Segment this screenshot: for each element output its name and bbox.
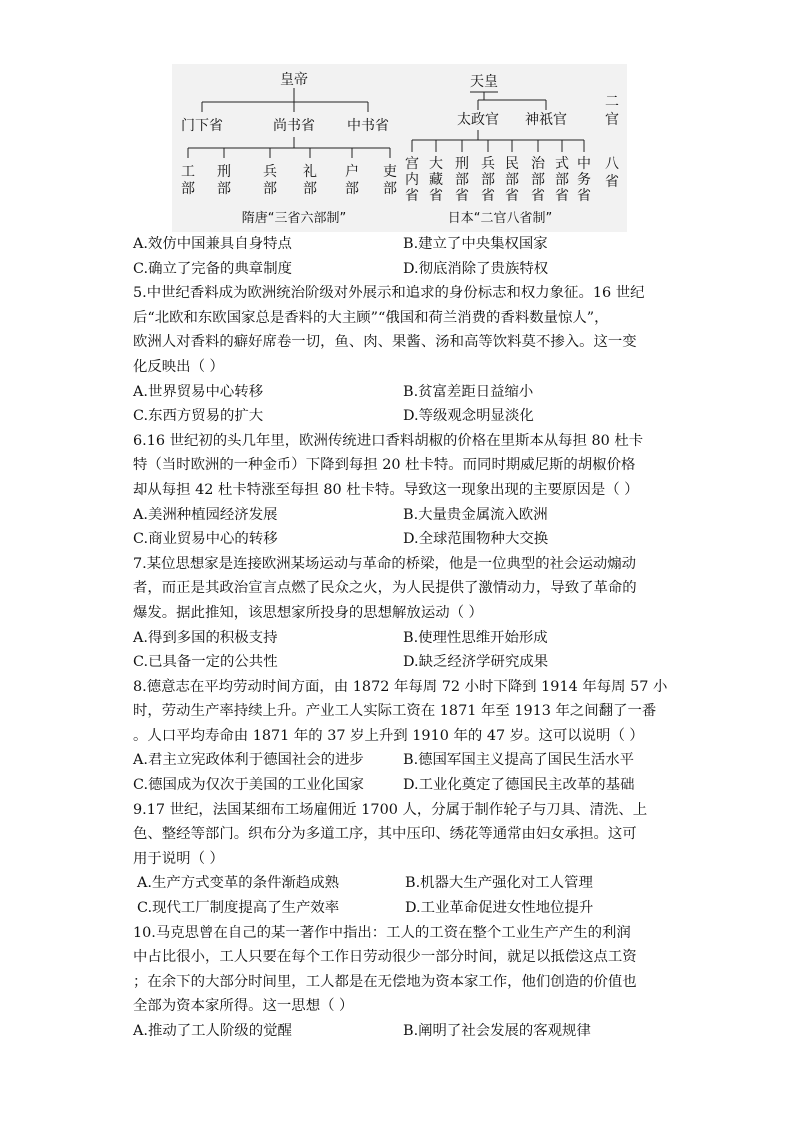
q9-stem-line: 用于说明（ ） [133, 850, 224, 867]
japan-sheng-node: 中务省 [577, 156, 591, 204]
sui-caption: 隋唐“三省六部制” [241, 211, 347, 226]
japan-sheng-node: 治部省 [531, 156, 545, 204]
q10-stem-line: 10.马克思曾在自己的某一著作中指出：工人的工资在整个工业生产产生的利润 [133, 924, 631, 941]
q7-stem-line: 者，而正是其政治宣言点燃了民众之火，为人民提供了激情动力，导致了革命的 [133, 580, 637, 597]
sui-sheng-node: 中书省 [347, 118, 389, 134]
q6-stem-line: 却从每担 42 杜卡特涨至每担 80 杜卡特。导致这一现象出现的主要原因是（ ） [133, 481, 639, 498]
q4-option-b[interactable]: B.建立了中央集权国家 [403, 236, 548, 252]
sui-bu-node: 兵部 [263, 164, 277, 197]
q5-stem-line: 化反映出（ ） [133, 358, 224, 375]
q7-option-c[interactable]: C.已具备一定的公共性 [133, 654, 278, 671]
q10-stem-line: ；在余下的大部分时间里，工人都是在无偿地为资本家工作，他们创造的价值也 [133, 973, 637, 990]
q7-stem-line: 7.某位思想家是连接欧洲某场运动与革命的桥梁，他是一位典型的社会运动煽动 [133, 555, 637, 572]
q8-option-c[interactable]: C.德国成为仅次于美国的工业化国家 [133, 777, 364, 794]
institution-diagram [172, 64, 627, 232]
q5-options-row-1 [133, 380, 673, 405]
japan-sheng-node: 兵部省 [481, 156, 495, 204]
japan-sheng-node: 民部省 [505, 156, 519, 204]
japan-sheng-node: 宫内省 [405, 156, 419, 204]
q9-stem-line: 色、整经等部门。织布分为多道工序，其中压印、绣花等通常由妇女承担。这可 [133, 826, 637, 843]
q5-option-a[interactable]: A.世界贸易中心转移 [133, 383, 264, 400]
q9-options-row-2 [133, 896, 673, 921]
q9-stem-line: 9.17 世纪，法国某细布工场雇佣近 1700 人，分属于制作轮子与刀具、清洗、上 [133, 801, 648, 818]
q7-stem-line: 爆发。据此推知，该思想家所投身的思想解放运动（ ） [133, 604, 483, 621]
q4-option-a[interactable]: A.效仿中国兼具自身特点 [133, 236, 292, 252]
sui-bu-node: 户部 [345, 164, 359, 197]
q8-options-row-1 [133, 748, 673, 773]
q6-option-b[interactable]: B.大量贵金属流入欧洲 [403, 506, 548, 523]
q7-option-d[interactable]: D.缺乏经济学研究成果 [403, 654, 549, 671]
sui-sheng-node: 尚书省 [273, 118, 315, 134]
q8-stem-line: 时，劳动生产率持续上升。产业工人实际工资在 1871 年至 1913 年之间翻了一番 [133, 703, 657, 720]
q9-option-c[interactable]: C.现代工厂制度提高了生产效率 [137, 900, 340, 917]
q9-option-d[interactable]: D.工业革命促进女性地位提升 [405, 900, 594, 917]
q8-options-row-2 [133, 773, 673, 798]
q5-option-c[interactable]: C.东西方贸易的扩大 [133, 408, 264, 425]
q8-stem-line: 。人口平均寿命由 1871 年的 37 岁上升到 1910 年的 47 岁。这可以说明（ ） [133, 727, 644, 744]
q8-option-a[interactable]: A.君主立宪政体利于德国社会的进步 [133, 752, 364, 769]
q7-options-row-2 [133, 650, 673, 675]
sui-bu-node: 刑部 [217, 164, 231, 197]
q8-option-b[interactable]: B.德国军国主义提高了国民生活水平 [403, 752, 635, 769]
sui-bu-node: 礼部 [303, 164, 317, 197]
sui-bu-node: 工部 [181, 164, 195, 197]
sui-bu-node: 吏部 [383, 164, 397, 197]
question-list [133, 232, 673, 1044]
q6-option-c[interactable]: C.商业贸易中心的转移 [133, 531, 278, 548]
q5-options-row-2 [133, 404, 673, 429]
q4-option-c[interactable]: C.确立了完备的典章制度 [133, 260, 292, 277]
sui-sheng-node: 门下省 [181, 118, 223, 134]
q5-stem-line: 欧洲人对香料的癖好席卷一切，鱼、肉、果酱、汤和高等饮料莫不掺入。这一变 [133, 334, 637, 351]
q6-stem-line: 6.16 世纪初的头几年里，欧洲传统进口香料胡椒的价格在里斯本从每担 80 杜卡 [133, 432, 644, 449]
q4-options-row-1 [133, 232, 673, 257]
q7-option-a[interactable]: A.得到多国的积极支持 [133, 629, 278, 646]
q6-options-row-1 [133, 503, 673, 528]
japan-sheng-node: 式部省 [555, 156, 569, 204]
q6-option-a[interactable]: A.美洲种植园经济发展 [133, 506, 278, 523]
emperor-node: 皇帝 [280, 72, 308, 88]
q8-stem-line: 8.德意志在平均劳动时间方面，由 1872 年每周 72 小时下降到 1914 年每周 57 小 [133, 678, 668, 695]
q7-options-row-1 [133, 626, 673, 651]
q5-stem-line: 5.中世纪香料成为欧洲统治阶级对外展示和追求的身份标志和权力象征。16 世纪 [133, 285, 645, 302]
label-ba-sheng: 八省 [605, 156, 619, 190]
q5-stem-line: 后“北欧和东欧国家总是香料的大主顾”“俄国和荷兰消费的香料数量惊人”， [133, 309, 609, 326]
institution-diagram-svg [172, 64, 627, 232]
q9-option-b[interactable]: B.机器大生产强化对工人管理 [405, 875, 593, 892]
tenno-node: 天皇 [470, 74, 498, 90]
q6-stem-line: 特（当时欧洲的一种金币）下降到每担 20 杜卡特。而同时期威尼斯的胡椒价格 [133, 457, 636, 474]
q10-option-b[interactable]: B.阐明了社会发展的客观规律 [403, 1023, 591, 1039]
q10-stem-line: 全部为资本家所得。这一思想（ ） [133, 998, 354, 1015]
japan-guan-node: 太政官 [457, 112, 499, 128]
japan-caption: 日本“二官八省制” [447, 211, 553, 226]
q9-option-a[interactable]: A.生产方式变革的条件渐趋成熟 [137, 875, 340, 892]
q4-options-row-2 [133, 257, 673, 282]
q6-option-d[interactable]: D.全球范围物种大交换 [403, 531, 549, 548]
q10-option-a[interactable]: A.推动了工人阶级的觉醒 [133, 1023, 292, 1039]
q8-option-d[interactable]: D.工业化奠定了德国民主改革的基础 [403, 777, 635, 794]
q7-option-b[interactable]: B.使理性思维开始形成 [403, 629, 548, 646]
label-er-guan: 二官 [605, 94, 619, 128]
q10-options-row-1 [133, 1019, 673, 1044]
q5-option-b[interactable]: B.贫富差距日益缩小 [403, 383, 534, 400]
q10-stem-line: 中占比很小，工人只要在每个工作日劳动很少一部分时间，就足以抵偿这点工资 [133, 949, 637, 966]
q9-options-row-1 [133, 871, 673, 896]
japan-guan-node: 神祇官 [525, 112, 567, 128]
q6-options-row-2 [133, 527, 673, 552]
q5-option-d[interactable]: D.等级观念明显淡化 [403, 408, 534, 425]
japan-sheng-node: 大藏省 [429, 156, 443, 204]
japan-sheng-node: 刑部省 [455, 156, 469, 204]
q4-option-d[interactable]: D.彻底消除了贵族特权 [403, 260, 549, 277]
